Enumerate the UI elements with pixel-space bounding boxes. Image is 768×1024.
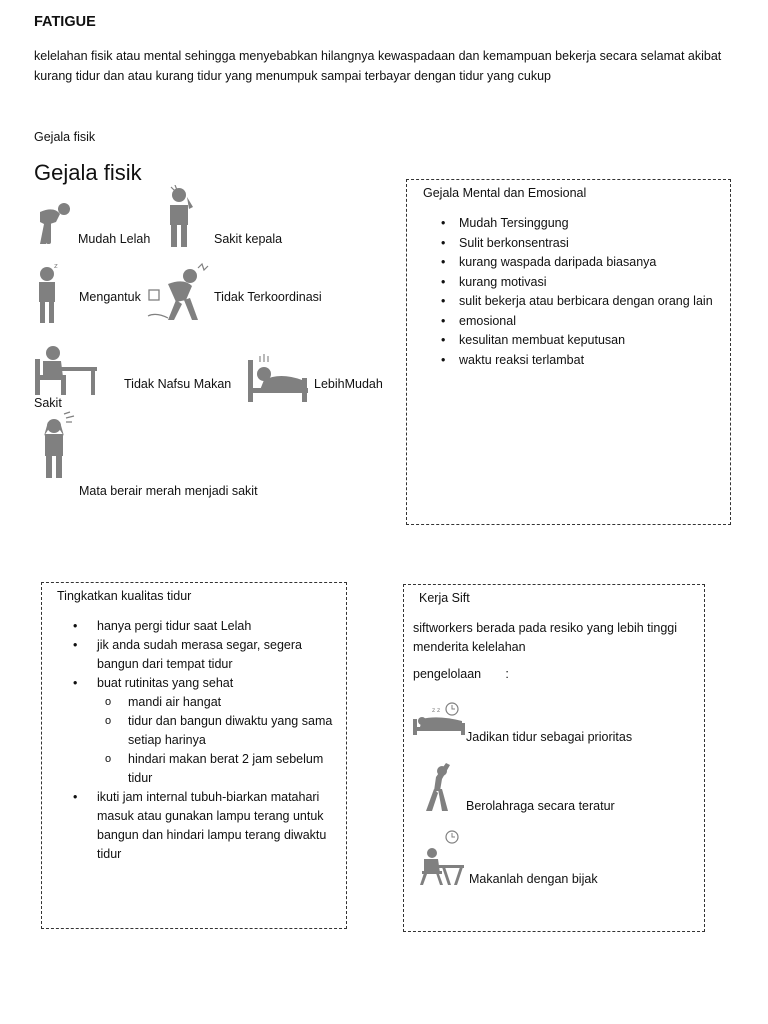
stretching-person-icon	[422, 757, 456, 813]
list-item: • buat rutinitas yang sehat	[42, 674, 342, 693]
list-item: • kurang waspada daripada biasanya	[407, 253, 732, 273]
sleep-quality-box	[41, 582, 347, 929]
eye-pain-person-icon	[42, 410, 76, 480]
list-item: • kesulitan membuat keputusan	[407, 331, 732, 351]
box-title: Tingkatkan kualitas tidur	[57, 589, 192, 603]
symptom-label: Sakit kepala	[214, 232, 283, 246]
symptom-label: Mudah Lelah	[78, 232, 151, 246]
list-item: • hanya pergi tidur saat Lelah	[42, 617, 342, 636]
list-item: • Sulit berkonsentrasi	[407, 234, 732, 254]
stumbling-person-icon	[146, 262, 210, 324]
symptom-label: Mengantuk	[79, 290, 141, 304]
sick-in-bed-icon	[246, 352, 310, 404]
list-item: • emosional	[407, 312, 732, 332]
tip-label: Berolahraga secara teratur	[466, 799, 615, 813]
dining-person-clock-icon	[418, 829, 466, 885]
section-label-physical: Gejala fisik	[34, 130, 96, 144]
management-label: pengelolaan :	[413, 667, 509, 681]
mental-symptoms-box	[406, 179, 731, 525]
tip-label: Jadikan tidur sebagai prioritas	[466, 730, 633, 744]
shift-work-box	[403, 584, 705, 932]
tired-person-icon	[36, 200, 76, 246]
symptom-label: Mata berair merah menjadi sakit	[79, 484, 258, 498]
section-heading-physical: Gejala fisik	[34, 160, 142, 185]
sleepy-person-icon	[36, 262, 62, 324]
headache-person-icon	[165, 185, 195, 249]
symptom-label: Tidak Terkoordinasi	[214, 290, 322, 304]
sub-list-item: o tidur dan bangun diwaktu yang sama setiap harinya	[42, 712, 342, 750]
symptom-label: Sakit	[34, 396, 62, 410]
list-item: • jik anda sudah merasa segar, segera bangun dari tempat tidur	[42, 636, 342, 674]
svg-text:z z: z z	[432, 707, 441, 714]
intro-paragraph: kelelahan fisik atau mental sehingga menyebabkan hilangnya kewaspadaan dan kemampuan bekerja secara selamat akibat kurang tidur dan atau kurang tidur yang menumpuk sampai terbayar dengan tidur yang cukup	[34, 49, 722, 83]
box-title: Kerja Sift	[419, 591, 470, 605]
tip-label: Makanlah dengan bijak	[469, 872, 598, 886]
list-item: • kurang motivasi	[407, 273, 732, 293]
symptom-label: LebihMudah	[314, 377, 383, 391]
eating-person-icon	[33, 345, 99, 397]
svg-text:z: z	[54, 262, 58, 270]
sub-list-item: o hindari makan berat 2 jam sebelum tidur	[42, 750, 342, 788]
box-title: Gejala Mental dan Emosional	[423, 186, 587, 200]
symptom-label: Tidak Nafsu Makan	[124, 377, 232, 391]
shift-description: siftworkers berada pada resiko yang lebih tinggi menderita kelelahan	[413, 621, 678, 654]
page-title: FATIGUE	[34, 14, 96, 30]
sleeping-bed-clock-icon	[412, 701, 468, 737]
list-item: • sulit bekerja atau berbicara dengan orang lain	[407, 292, 732, 312]
list-item: • Mudah Tersinggung	[407, 214, 732, 234]
list-item: • ikuti jam internal tubuh-biarkan matahari masuk atau gunakan lampu terang untuk bangun dan hindari lampu terang diwaktu tidur	[42, 788, 342, 864]
sub-list-item: o mandi air hangat	[42, 693, 342, 712]
list-item: • waktu reaksi terlambat	[407, 351, 732, 371]
